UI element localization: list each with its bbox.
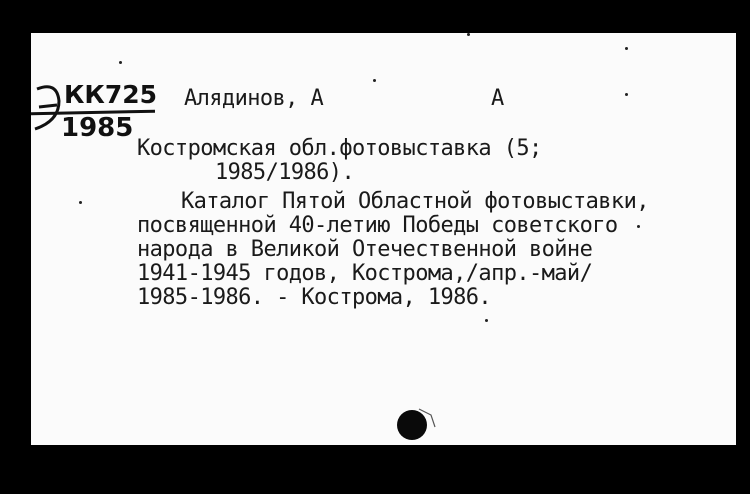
call-number-code: КК725 [64,80,158,109]
author-name: Алядинов, А [184,86,324,111]
scan-speck [625,93,628,96]
scan-left-edge [0,0,34,494]
description-line-2: посвященной 40-летию Победы советского [137,213,618,238]
description-line-5: 1985-1986. - Кострома, 1986. [137,285,492,310]
author-letter: А [491,86,504,111]
scan-speck [119,61,122,64]
scan-speck [373,79,376,82]
scan-speck [467,33,470,36]
description-line-3: народа в Великой Отечественной войне [137,237,593,262]
catalog-card [31,33,736,445]
scan-speck [79,201,82,204]
hole-tear-mark [417,405,439,429]
scan-speck [485,319,488,322]
description-line-1: Каталог Пятой Областной фотовыставки, [181,189,649,214]
scan-speck [625,47,628,50]
heading-line-2: 1985/1986). [215,160,355,185]
scan-speck [637,225,640,228]
description-line-4: 1941-1945 годов, Кострома,/апр.-май/ [137,261,593,286]
call-number-year: 1985 [61,113,134,143]
heading-line-1: Костромская обл.фотовыставка (5; [137,136,542,161]
